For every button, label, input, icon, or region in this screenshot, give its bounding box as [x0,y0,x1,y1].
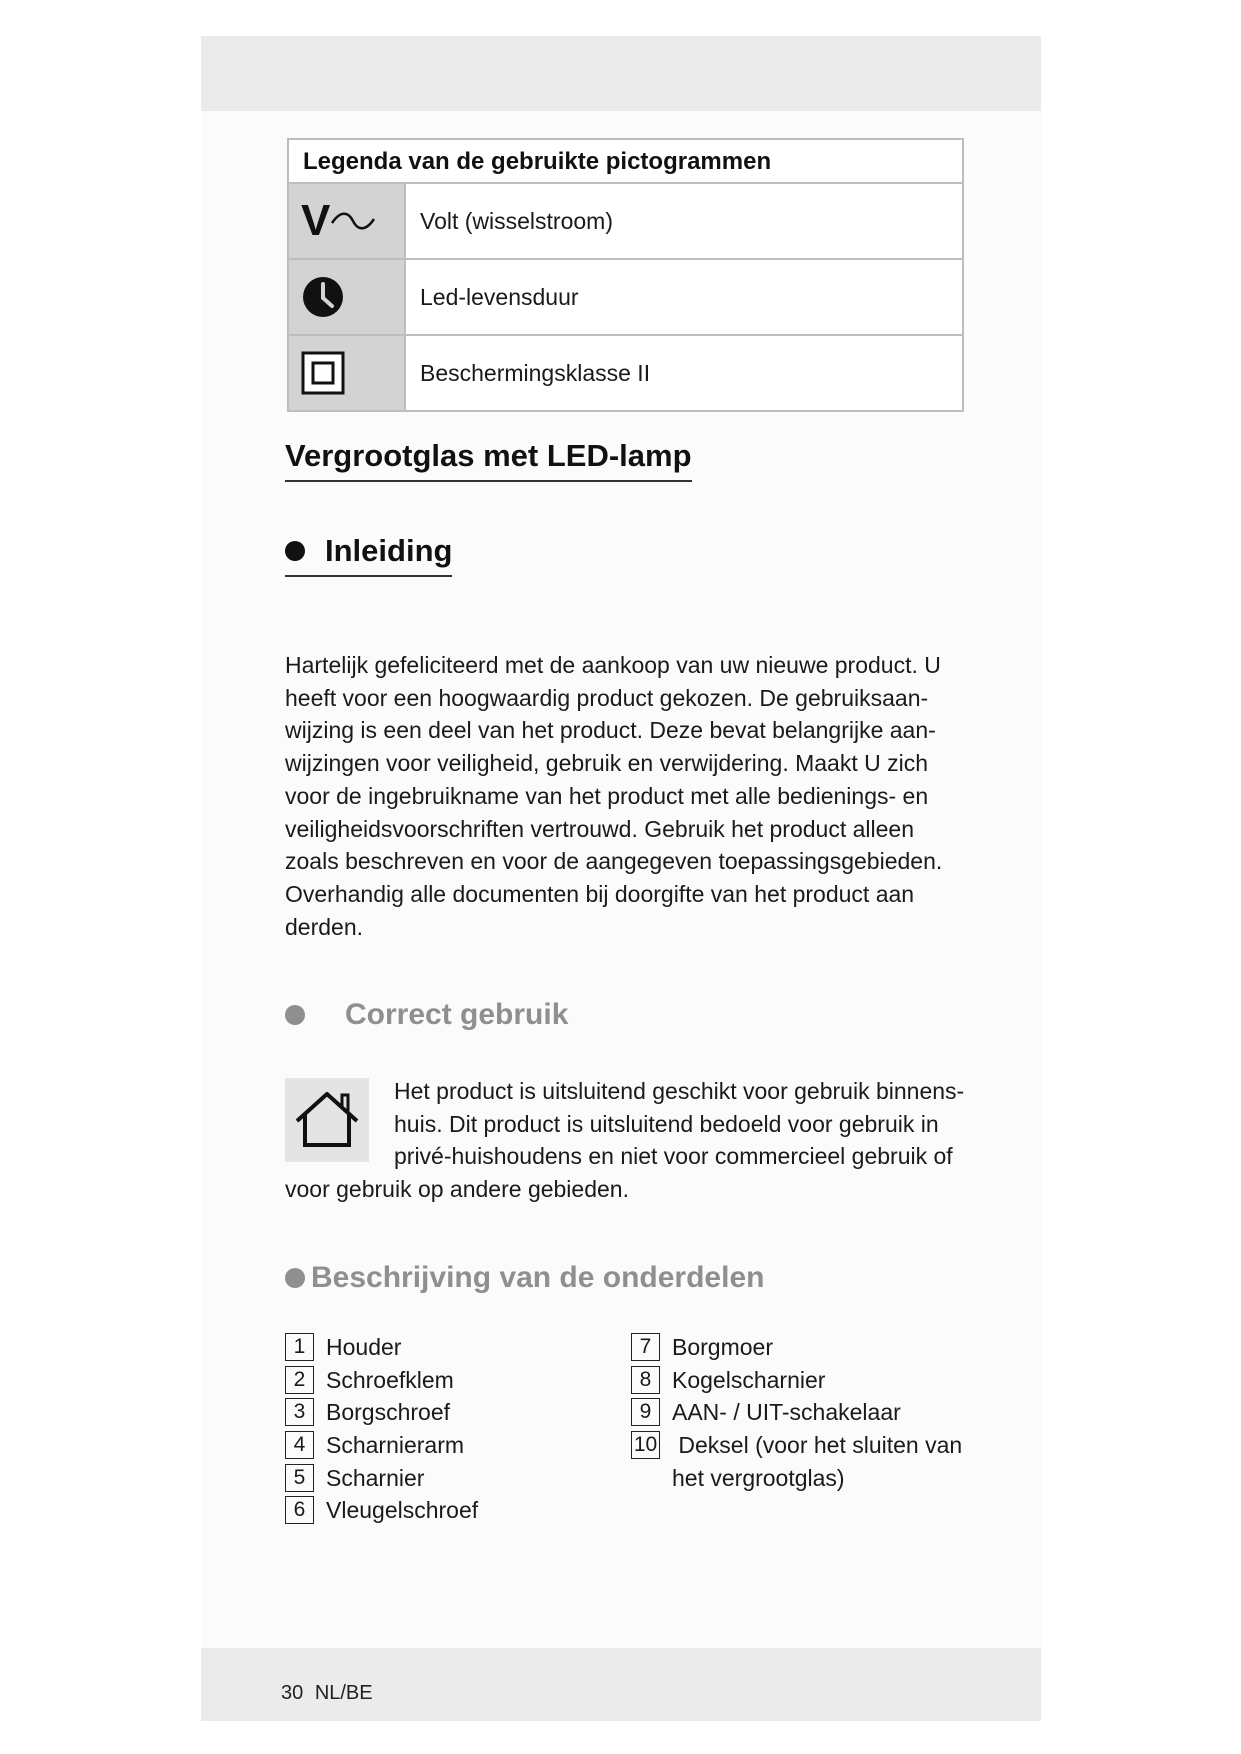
text-line: heeft voor een hoogwaardig product gekozen. De gebruiksaan- [285,684,929,711]
page-locale: NL/BE [314,1682,373,1704]
section-heading-beschrijving [285,1261,764,1295]
text-line: veiligheidsvoorschriften vertrouwd. Gebruik het product alleen [285,815,914,842]
part-label: Borgschroef [326,1399,451,1426]
manual-page [201,36,1041,1721]
part-item-continuation [631,1462,951,1495]
part-item [631,1429,963,1462]
part-number: 7 [631,1333,660,1361]
part-number: 5 [285,1464,314,1492]
part-item [285,1364,605,1397]
legend-label: Led-levensduur [420,283,579,310]
volt-symbol: V [301,196,331,245]
inleiding-paragraph [285,649,965,943]
legend-label: Volt (wisselstroom) [420,207,613,234]
part-item [285,1429,605,1462]
part-label: het vergrootglas) [672,1464,845,1491]
part-item [285,1396,605,1429]
text-line: privé-huishoudens en niet voor commercieel gebruik of [394,1143,953,1170]
bullet-icon [285,1005,305,1025]
part-item [285,1462,605,1495]
text-line: Het product is uitsluitend geschikt voor gebruik binnens- [394,1078,965,1104]
legend-table [287,138,964,412]
part-label: AAN- / UIT-schakelaar [672,1399,901,1426]
part-label: Deksel (voor het sluiten van [672,1432,963,1459]
volt-ac-icon [289,184,406,258]
part-label: Houder [326,1334,402,1360]
text-line: wijzingen voor veiligheid, gebruik en verwijdering. Maakt U zich [285,750,929,777]
text-line: voor de ingebruikname van het product met alle bedienings- en [285,782,929,809]
part-number: 3 [285,1398,314,1426]
page-footer-bar [201,1648,1041,1721]
part-number: 1 [285,1333,314,1361]
part-item [631,1331,951,1364]
section-heading-text: Inleiding [325,533,453,568]
text-line: huis. Dit product is uitsluitend bedoeld voor gebruik in [394,1110,939,1137]
correct-gebruik-paragraph [285,1075,965,1206]
part-label: Borgmoer [672,1334,773,1360]
part-item [285,1331,605,1364]
part-number: 8 [631,1366,660,1394]
legend-title: Legenda van de gebruikte pictogrammen [289,140,962,184]
legend-row [289,260,962,336]
part-label: Kogelscharnier [672,1366,826,1393]
part-label: Scharnier [326,1464,425,1491]
parts-list-left [285,1331,605,1527]
section-heading-correct-gebruik [285,998,568,1032]
page-header-bar [201,36,1041,111]
section-heading-inleiding [285,533,452,577]
text-line: Hartelijk gefeliciteerd met de aankoop van uw nieuwe product. U [285,652,941,678]
text-line: voor gebruik op andere gebieden. [285,1176,629,1203]
part-number: 6 [285,1496,314,1524]
section-heading-text: Beschrijving van de onderdelen [311,1261,765,1294]
part-number-empty [631,1464,660,1492]
clock-icon [289,260,406,334]
legend-row [289,336,962,410]
product-title: Vergrootglas met LED-lamp [285,438,692,482]
ac-wave-icon [330,211,376,231]
legend-label: Beschermingsklasse II [420,359,651,386]
text-line: zoals beschreven en voor de aangegeven toepassingsgebieden. [285,848,943,875]
text-line: Overhandig alle documenten bij doorgifte van het product aan [285,880,915,907]
part-label: Vleugelschroef [326,1497,479,1524]
part-item [631,1396,951,1429]
parts-list-right [631,1331,963,1494]
part-number: 9 [631,1398,660,1426]
bullet-icon [285,1268,305,1288]
page-number [281,1682,373,1705]
part-item [285,1494,605,1527]
section-heading-text: Correct gebruik [345,998,569,1031]
page-number-value: 30 [281,1682,304,1704]
part-label: Scharnierarm [326,1432,465,1459]
protection-class-ii-icon [289,336,406,410]
text-line: wijzing is een deel van het product. Deze bevat belangrijke aan- [285,717,936,744]
part-number: 2 [285,1366,314,1394]
part-number: 4 [285,1431,314,1459]
part-label: Schroefklem [326,1366,454,1393]
bullet-icon [285,541,305,561]
part-number: 10 [631,1431,660,1459]
part-item [631,1364,951,1397]
legend-row [289,184,962,260]
text-line: derden. [285,913,364,940]
